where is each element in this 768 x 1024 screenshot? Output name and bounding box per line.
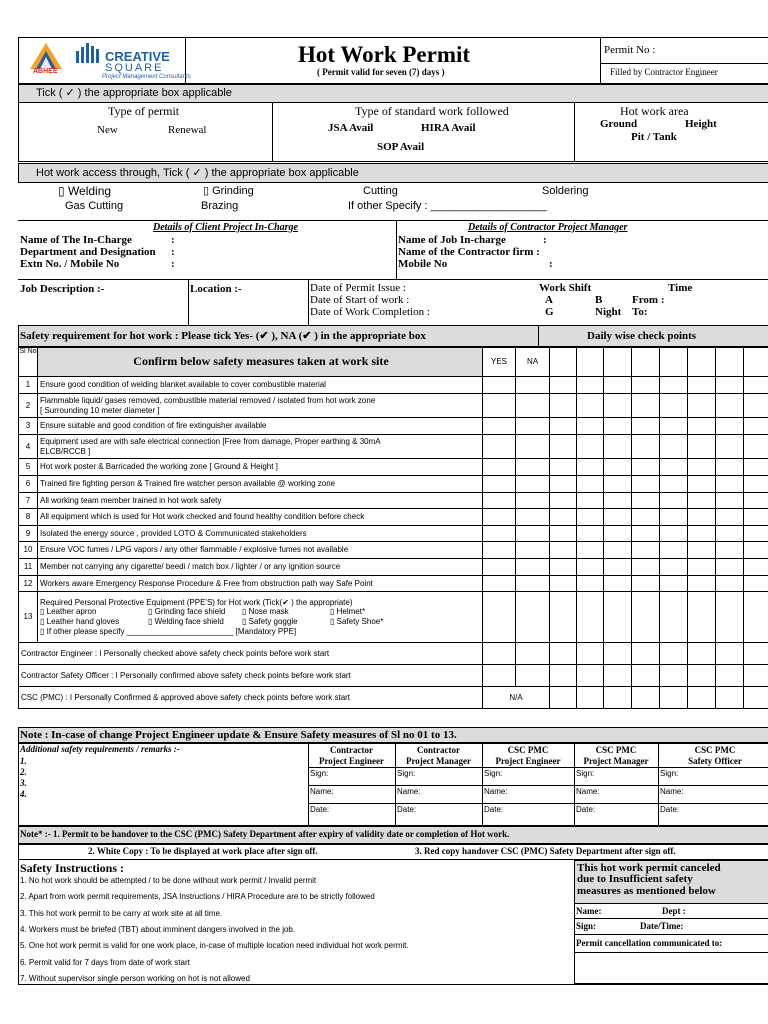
check-na-cell[interactable] [516, 435, 550, 459]
ppe-nose-mask[interactable]: ▯ Nose mask [242, 607, 289, 617]
note-3: 3. Red copy handover CSC (PMC) Safety Department after sign off. [415, 846, 676, 856]
signoff-name-field[interactable]: Name: [397, 787, 421, 796]
check-text: Hot work poster & Barricaded the working zone [ Ground & Height ] [38, 459, 483, 476]
check-text: Trained fire fighting person & Trained fire watcher person available @ working zone [38, 476, 483, 493]
area-pit-tank[interactable]: Pit / Tank [631, 131, 677, 143]
signoff-col-subtitle: Project Manager [583, 756, 649, 766]
daily-check-cell[interactable] [632, 394, 660, 418]
daily-check-cell[interactable] [577, 559, 604, 576]
daily-check-heading: Daily wise check points [587, 330, 697, 342]
daily-check-cell[interactable] [632, 493, 660, 509]
table-row [19, 542, 768, 559]
table-row [19, 394, 768, 418]
daily-check-cell[interactable] [716, 576, 744, 592]
daily-check-cell[interactable] [632, 418, 660, 435]
check-number: 4 [19, 435, 38, 459]
check-number: 7 [19, 493, 38, 509]
check-yes-cell[interactable] [483, 509, 516, 526]
check-yes-cell[interactable] [483, 476, 516, 493]
additional-requirements-label: Additional safety requirements / remarks :- [20, 744, 180, 754]
check-yes-cell[interactable] [483, 418, 516, 435]
daily-check-cell[interactable] [660, 559, 688, 576]
check-yes-cell[interactable] [483, 394, 516, 418]
table-row: 13 Required Personal Protective Equipment (PPE'S) for Hot work (Tick(✔ ) the appropriate) ▯ Leather apron ▯ Grinding face shield ▯ Nose mask ▯ Helmet* ▯ Leather hand gloves ▯ Welding face shield ▯ Safety goggle ▯ Safety Shoe* ▯ If other please specify ________________________ [Mandatory PPE] [19, 592, 768, 643]
check-text: Equipment used are with safe electrical connection [Free from damage, Proper earthing & 30mA ELCB/RCCB ] [38, 435, 483, 459]
check-yes-cell[interactable] [483, 435, 516, 459]
safety-checklist-table: Sl No Confirm below safety measures taken at work site YES NA 1 Ensure good condition of welding blanket available to cover combustible material 2 Flammable liquid/ gases removed, combustible material removed / isolated from hot work zone [ Surrounding 10 meter diameter ] 3 Ensure suitable and good condition of fire extinguisher available 4 Equipment used are with safe electrical connection [Free from damage, Proper earthing & 30mA ELCB/RCCB ] 5 Hot work poster & Barricaded the working zone [ Ground & Height ] 6 Trained fire fighting person & Trained fire watcher person available @ working zone 7 All working team member trained in hot work safety 8 All equipment which is used for Hot work checked and found healthy condition before check 9 Isolated the energy source , provided LOTO & Communicated stakeholders 10 Ensure VOC fumes / LPG vapors / any other flammable / explosive fumes not available 11 Member not carrying any cigarette/ beedi / match box / lighter / or any ignition source 12 Workers aware Emergency Response Procedure & Free from obstruction path way Safe Point 13 Required Personal Protective Equipment (PPE'S) for Hot work (Tick(✔ ) the appropriate) ▯ Leather apron ▯ Grinding face shield ▯ Nose mask ▯ Helmet* ▯ Leather hand gloves ▯ Welding face shield ▯ Safety goggle ▯ Safety Shoe* ▯ If other please specify ________________________ [Mandatory PPE] Contractor Engineer : I Personally checked above safety check points before work start Contractor Safety Officer : I Personally confirmed above safety check points before work start CSC (PMC) : I Personally Confirmed & approved above safety check points before work start N/A [18, 347, 768, 709]
daily-check-cell[interactable] [716, 459, 744, 476]
daily-check-cell[interactable] [604, 476, 632, 493]
std-work-sop[interactable]: SOP Avail [377, 141, 425, 153]
shift-a[interactable]: A [545, 294, 553, 306]
daily-check-cell[interactable] [577, 542, 604, 559]
instruction-item: 4. Workers must be briefed (TBT) about imminent dangers involved in the job. [20, 924, 296, 934]
check-na-cell[interactable] [516, 559, 550, 576]
daily-check-cell[interactable] [688, 418, 716, 435]
daily-check-cell[interactable] [744, 476, 768, 493]
daily-check-cell[interactable] [550, 559, 577, 576]
daily-check-cell[interactable] [604, 559, 632, 576]
ppe-helmet[interactable]: ▯ Helmet* [330, 607, 366, 617]
check-number: 10 [19, 542, 38, 559]
daily-check-cell[interactable] [632, 509, 660, 526]
table-row [19, 526, 768, 542]
signoff-col-title: CSC PMC [595, 745, 637, 755]
check-yes-cell[interactable] [483, 493, 516, 509]
daily-check-cell[interactable] [550, 493, 577, 509]
daily-check-cell[interactable] [550, 509, 577, 526]
daily-check-cell[interactable] [660, 542, 688, 559]
ppe-grinding-face-shield[interactable]: ▯ Grinding face shield [148, 607, 226, 617]
signoff-sign-field[interactable]: Sign: [576, 769, 595, 778]
table-row [19, 418, 768, 435]
ppe-leather-apron[interactable]: ▯ Leather apron [40, 607, 97, 617]
daily-check-cell[interactable] [688, 526, 716, 542]
daily-check-cell[interactable] [604, 493, 632, 509]
table-row [19, 493, 768, 509]
shift-g[interactable]: G [545, 306, 554, 318]
signoff-date-field[interactable]: Date: [310, 805, 330, 814]
instruction-item: 1. No hot work should be attempted / to be done without work permit / Invalid permit [20, 876, 317, 885]
daily-check-cell[interactable] [688, 476, 716, 493]
daily-check-cell[interactable] [604, 418, 632, 435]
check-na-cell[interactable] [516, 542, 550, 559]
check-na-cell[interactable] [516, 476, 550, 493]
tick-heading: Tick ( ✓ ) the appropriate box applicable [36, 87, 232, 99]
daily-check-cell[interactable] [688, 394, 716, 418]
signoff-col-title: CSC PMC [507, 745, 549, 755]
daily-check-cell[interactable] [577, 435, 604, 459]
daily-check-cell[interactable] [744, 394, 768, 418]
abhee-logo [24, 41, 68, 79]
access-other-specify[interactable]: If other Specify : ___________________ [348, 200, 547, 212]
check-yes-cell[interactable] [483, 377, 516, 394]
signoff-col-subtitle: Project Engineer [495, 756, 561, 766]
job-description-label: Job Description :- [20, 283, 105, 295]
creative-square-logo: CREATIVE SQUARE Project Management Consultants [72, 40, 184, 82]
daily-check-cell[interactable] [688, 509, 716, 526]
daily-check-cell[interactable] [632, 459, 660, 476]
signoff-col-title: CSC PMC [694, 745, 736, 755]
access-brazing[interactable]: Brazing [201, 200, 239, 212]
daily-check-cell[interactable] [604, 542, 632, 559]
daily-check-cell[interactable] [604, 526, 632, 542]
daily-check-cell[interactable] [716, 377, 744, 394]
signoff-name-field[interactable]: Name: [310, 787, 334, 796]
signoff-sign-field[interactable]: Sign: [484, 769, 503, 778]
instruction-item: 5. One hot work permit is valid for one work place, in-case of multiple location need individual hot work permit. [20, 941, 409, 951]
note-2: 2. White Copy : To be displayed at work place after sign off. [88, 846, 318, 856]
daily-check-cell[interactable] [577, 476, 604, 493]
check-text: Member not carrying any cigarette/ beedi / match box / lighter / or any ignition source [38, 559, 483, 576]
ppe-leather-gloves[interactable]: ▯ Leather hand gloves [40, 617, 120, 626]
daily-check-cell[interactable] [688, 576, 716, 592]
access-heading: Hot work access through, Tick ( ✓ ) the appropriate box applicable [36, 167, 359, 179]
ppe-safety-goggle[interactable]: ▯ Safety goggle [242, 617, 298, 626]
check-number: 12 [19, 576, 38, 592]
daily-check-cell[interactable] [744, 509, 768, 526]
check-yes-cell[interactable] [483, 459, 516, 476]
daily-check-cell[interactable] [744, 377, 768, 394]
check-text: Flammable liquid/ gases removed, combustible material removed / isolated from hot work zone [ Surrounding 10 meter diameter ] [38, 394, 483, 418]
table-row [19, 435, 768, 459]
signoff-col-title: Contractor [417, 745, 460, 755]
access-grinding[interactable]: ▯ Grinding [203, 185, 254, 197]
check-number: 1 [19, 377, 38, 394]
table-row: CSC (PMC) : I Personally Confirmed & approved above safety check points before work start N/A [19, 687, 768, 709]
check-number: 3 [19, 418, 38, 435]
daily-check-cell[interactable] [660, 509, 688, 526]
daily-check-cell[interactable] [632, 435, 660, 459]
daily-check-cell[interactable] [604, 394, 632, 418]
signoff-date-field[interactable]: Date: [484, 805, 504, 814]
instruction-item: 3. This hot work permit to be carry at work site at all time. [20, 908, 223, 918]
table-row [19, 476, 768, 493]
signoff-date-field[interactable]: Date: [660, 805, 680, 814]
table-row: Contractor Safety Officer : I Personally confirmed above safety check points before work start [19, 665, 768, 687]
shift-b[interactable]: B [595, 294, 603, 306]
table-row [19, 459, 768, 476]
check-na-cell[interactable] [516, 576, 550, 592]
check-na-cell[interactable] [516, 509, 550, 526]
signoff-col-subtitle: Project Engineer [318, 756, 385, 766]
check-yes-cell[interactable] [483, 526, 516, 542]
daily-check-cell[interactable] [550, 394, 577, 418]
daily-check-cell[interactable] [660, 526, 688, 542]
daily-check-cell[interactable] [744, 418, 768, 435]
daily-check-cell[interactable] [716, 559, 744, 576]
daily-check-cell[interactable] [660, 377, 688, 394]
daily-check-cell[interactable] [550, 476, 577, 493]
daily-check-cell[interactable] [716, 476, 744, 493]
check-text: Ensure VOC fumes / LPG vapors / any other flammable / explosive fumes not available [38, 542, 483, 559]
access-soldering[interactable]: Soldering [542, 185, 589, 197]
page-title: Hot Work Permit [298, 42, 471, 67]
daily-check-cell[interactable] [744, 493, 768, 509]
table-row [19, 509, 768, 526]
daily-check-cell[interactable] [632, 526, 660, 542]
daily-check-cell[interactable] [744, 559, 768, 576]
check-text: All equipment which is used for Hot work checked and found healthy condition before check [38, 509, 483, 526]
note-text: Note : In-case of change Project Engineer update & Ensure Safety measures of Sl no 01 to 13. [20, 729, 457, 741]
permit-type-new[interactable]: New [97, 124, 118, 136]
check-number: 8 [19, 509, 38, 526]
daily-check-cell[interactable] [632, 476, 660, 493]
check-na-cell[interactable] [516, 394, 550, 418]
daily-check-cell[interactable] [604, 459, 632, 476]
daily-check-cell[interactable] [577, 509, 604, 526]
daily-check-cell[interactable] [604, 377, 632, 394]
daily-check-cell[interactable] [716, 526, 744, 542]
daily-check-cell[interactable] [660, 418, 688, 435]
daily-check-cell[interactable] [550, 418, 577, 435]
daily-check-cell[interactable] [577, 377, 604, 394]
safety-req-heading: Safety requirement for hot work : Please tick Yes- (✔ ), NA (✔ ) in the appropriate box [20, 330, 426, 342]
daily-check-cell[interactable] [550, 526, 577, 542]
daily-check-cell[interactable] [577, 394, 604, 418]
check-yes-cell[interactable] [483, 576, 516, 592]
location-label: Location :- [190, 283, 242, 295]
table-row [19, 576, 768, 592]
signoff-date-field[interactable]: Date: [576, 805, 596, 814]
abhee-logo-text: ABHEE [33, 68, 58, 75]
ppe-safety-shoe[interactable]: ▯ Safety Shoe* [330, 617, 384, 626]
daily-check-cell[interactable] [744, 542, 768, 559]
daily-check-cell[interactable] [577, 526, 604, 542]
daily-check-cell[interactable] [660, 459, 688, 476]
signoff-sign-field[interactable]: Sign: [397, 769, 416, 778]
daily-check-cell[interactable] [632, 377, 660, 394]
daily-check-cell[interactable] [577, 459, 604, 476]
daily-check-cell[interactable] [550, 542, 577, 559]
daily-check-cell[interactable] [632, 542, 660, 559]
daily-check-cell[interactable] [550, 377, 577, 394]
daily-check-cell[interactable] [660, 435, 688, 459]
ppe-welding-face-shield[interactable]: ▯ Welding face shield [148, 617, 224, 626]
daily-check-cell[interactable] [660, 476, 688, 493]
check-text: Isolated the energy source , provided LOTO & Communicated stakeholders [38, 526, 483, 542]
daily-check-cell[interactable] [744, 576, 768, 592]
instructions-title: Safety Instructions : [20, 861, 124, 875]
daily-check-cell[interactable] [632, 559, 660, 576]
check-yes-cell[interactable] [483, 542, 516, 559]
daily-check-cell[interactable] [716, 418, 744, 435]
daily-check-cell[interactable] [716, 394, 744, 418]
check-text: Ensure suitable and good condition of fire extinguisher available [38, 418, 483, 435]
std-work-jsa[interactable]: JSA Avail [328, 122, 374, 134]
daily-check-cell[interactable] [716, 435, 744, 459]
instruction-item: 7. Without supervisor single person working on hot is not allowed [20, 973, 250, 983]
daily-check-cell[interactable] [577, 418, 604, 435]
daily-check-cell[interactable] [550, 576, 577, 592]
signoff-date-field[interactable]: Date: [397, 805, 417, 814]
daily-check-cell[interactable] [604, 435, 632, 459]
note-1: Note* :- 1. Permit to be handover to the CSC (PMC) Safety Department after expiry of validity date or completion of Hot work. [20, 829, 510, 839]
daily-check-cell[interactable] [660, 493, 688, 509]
ppe-other[interactable]: ▯ If other please specify ________________________ [Mandatory PPE] [40, 626, 297, 636]
check-text: All working team member trained in hot work safety [38, 493, 483, 509]
check-na-cell[interactable] [516, 459, 550, 476]
page-subtitle: ( Permit valid for seven (7) days ) [317, 67, 445, 77]
daily-check-cell[interactable] [716, 493, 744, 509]
check-number: 2 [19, 394, 38, 418]
shift-night[interactable]: Night [595, 306, 622, 318]
table-row: Contractor Engineer : I Personally checked above safety check points before work start [19, 643, 768, 665]
daily-check-cell[interactable] [632, 576, 660, 592]
daily-check-cell[interactable] [688, 459, 716, 476]
daily-check-cell[interactable] [744, 459, 768, 476]
signoff-col-subtitle: Safety Officer [688, 756, 742, 766]
daily-check-cell[interactable] [688, 559, 716, 576]
check-text: Workers aware Emergency Response Procedure & Free from obstruction path way Safe Point [38, 576, 483, 592]
check-na-cell[interactable] [516, 377, 550, 394]
daily-check-cell[interactable] [660, 394, 688, 418]
daily-check-cell[interactable] [660, 576, 688, 592]
check-number: 5 [19, 459, 38, 476]
signoff-sign-field[interactable]: Sign: [310, 769, 329, 778]
daily-check-cell[interactable] [716, 542, 744, 559]
table-row [19, 377, 768, 394]
daily-check-cell[interactable] [688, 493, 716, 509]
permit-no-label: Permit No : [604, 44, 656, 56]
filled-by-label: Filled by Contractor Engineer [610, 67, 718, 77]
signoff-name-field[interactable]: Name: [660, 787, 684, 796]
check-na-cell[interactable] [516, 526, 550, 542]
daily-check-cell[interactable] [688, 542, 716, 559]
signoff-name-field[interactable]: Name: [576, 787, 600, 796]
area-height[interactable]: Height [685, 118, 717, 130]
daily-check-cell[interactable] [550, 435, 577, 459]
check-number: 11 [19, 559, 38, 576]
check-number: 6 [19, 476, 38, 493]
signoff-sign-field[interactable]: Sign: [660, 769, 679, 778]
table-row [19, 559, 768, 576]
instruction-item: 2. Apart from work permit requirements, JSA Instructions / HIRA Procedure are to be strictly followed [20, 892, 375, 902]
check-na-cell[interactable] [516, 493, 550, 509]
daily-check-cell[interactable] [550, 459, 577, 476]
daily-check-cell[interactable] [744, 435, 768, 459]
daily-check-cell[interactable] [688, 377, 716, 394]
area-ground[interactable]: Ground [600, 118, 638, 130]
signoff-col-title: Contractor [330, 745, 373, 755]
instruction-item: 6. Permit valid for 7 days from date of work start [20, 957, 190, 967]
std-work-hira[interactable]: HIRA Avail [421, 122, 476, 134]
check-na-cell[interactable] [516, 418, 550, 435]
access-welding[interactable]: ▯ Welding [58, 184, 112, 198]
check-number: 9 [19, 526, 38, 542]
check-text: Ensure good condition of welding blanket available to cover combustible material [38, 377, 483, 394]
daily-check-cell[interactable] [577, 493, 604, 509]
access-gas-cutting[interactable]: Gas Cutting [65, 200, 124, 212]
daily-check-cell[interactable] [716, 509, 744, 526]
cancellation-communicated: Permit cancellation communicated to: [576, 938, 723, 948]
daily-check-cell[interactable] [604, 509, 632, 526]
daily-check-cell[interactable] [604, 576, 632, 592]
access-cutting[interactable]: Cutting [363, 185, 398, 197]
signoff-col-subtitle: Project Manager [405, 756, 472, 766]
daily-check-cell[interactable] [688, 435, 716, 459]
daily-check-cell[interactable] [744, 526, 768, 542]
signoff-name-field[interactable]: Name: [484, 787, 508, 796]
check-yes-cell[interactable] [483, 559, 516, 576]
daily-check-cell[interactable] [577, 576, 604, 592]
permit-type-renewal[interactable]: Renewal [168, 124, 207, 136]
